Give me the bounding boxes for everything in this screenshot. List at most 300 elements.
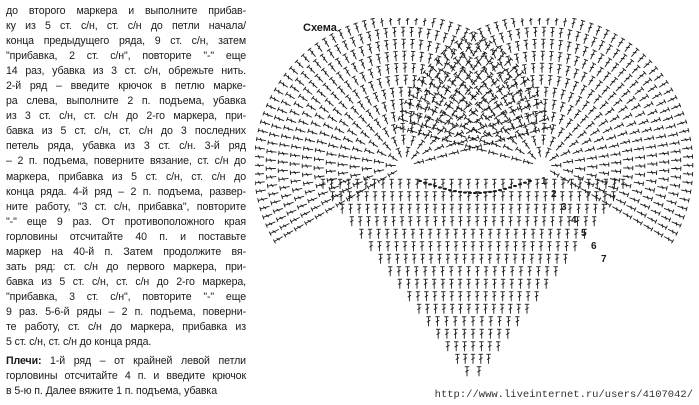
double-crochet-stitch xyxy=(385,76,391,86)
double-crochet-stitch xyxy=(551,100,557,110)
stitch-top-bar xyxy=(550,125,551,129)
double-crochet-stitch xyxy=(667,95,678,103)
stitch-top-bar xyxy=(291,179,292,183)
double-crochet-stitch xyxy=(274,88,285,97)
double-crochet-stitch xyxy=(284,200,294,207)
double-crochet-stitch xyxy=(622,74,632,84)
double-crochet-stitch xyxy=(471,354,475,364)
stitch-top-bar xyxy=(388,153,391,157)
double-crochet-stitch xyxy=(538,116,548,123)
double-crochet-stitch xyxy=(410,39,415,49)
double-crochet-stitch xyxy=(386,242,390,252)
double-crochet-stitch xyxy=(467,279,471,289)
double-crochet-stitch xyxy=(315,74,325,84)
stitch-top-bar xyxy=(655,179,656,183)
double-crochet-stitch xyxy=(398,179,402,189)
double-crochet-stitch xyxy=(368,81,376,92)
double-crochet-stitch xyxy=(484,279,488,289)
stitch-top-bar xyxy=(524,113,528,114)
double-crochet-stitch xyxy=(644,186,654,192)
double-crochet-stitch xyxy=(362,166,372,171)
double-crochet-stitch xyxy=(423,279,427,289)
double-crochet-stitch xyxy=(303,146,313,152)
double-crochet-stitch xyxy=(524,40,530,50)
stitch-top-bar xyxy=(666,186,667,190)
double-crochet-stitch xyxy=(272,123,282,130)
double-crochet-stitch xyxy=(658,151,668,156)
stitch-cross xyxy=(606,129,609,133)
double-crochet-stitch xyxy=(338,170,348,175)
stitch-top-bar xyxy=(489,41,493,44)
double-crochet-stitch xyxy=(550,217,554,227)
double-crochet-stitch xyxy=(471,254,475,264)
double-crochet-stitch xyxy=(676,120,686,127)
double-crochet-stitch xyxy=(674,111,685,118)
double-crochet-stitch xyxy=(383,28,389,38)
stitch-top-bar xyxy=(688,198,689,202)
stitch-top-bar xyxy=(383,28,387,29)
double-crochet-stitch xyxy=(515,123,526,130)
stitch-top-bar xyxy=(537,147,541,148)
double-crochet-stitch xyxy=(471,242,475,252)
double-crochet-stitch xyxy=(357,101,366,111)
double-crochet-stitch xyxy=(512,79,519,89)
double-crochet-stitch xyxy=(366,31,373,41)
double-crochet-stitch xyxy=(403,75,407,85)
double-crochet-stitch xyxy=(382,204,386,214)
stitch-top-bar xyxy=(282,195,283,199)
double-crochet-stitch xyxy=(266,220,277,228)
stitch-cross xyxy=(428,91,431,95)
stitch-cross xyxy=(647,104,650,108)
double-crochet-stitch xyxy=(514,54,520,64)
double-crochet-stitch xyxy=(658,176,668,181)
double-crochet-stitch xyxy=(597,119,607,128)
stitch-top-bar xyxy=(568,30,572,31)
double-crochet-stitch xyxy=(526,292,530,302)
double-crochet-stitch xyxy=(399,192,403,202)
double-crochet-stitch xyxy=(413,159,423,166)
double-crochet-stitch xyxy=(503,144,514,152)
double-crochet-stitch xyxy=(655,134,665,141)
stitch-top-bar xyxy=(327,151,328,155)
double-crochet-stitch xyxy=(486,354,490,364)
double-crochet-stitch xyxy=(549,51,554,61)
double-crochet-stitch xyxy=(440,267,444,277)
double-crochet-stitch xyxy=(594,81,603,91)
double-crochet-stitch xyxy=(369,242,373,252)
stitch-top-bar xyxy=(654,85,657,89)
stitch-top-bar xyxy=(435,120,439,123)
double-crochet-stitch xyxy=(542,217,546,227)
double-crochet-stitch xyxy=(630,103,640,112)
stitch-cross xyxy=(331,117,334,121)
stitch-cross xyxy=(328,207,331,211)
double-crochet-stitch xyxy=(334,44,343,55)
double-crochet-stitch xyxy=(378,254,382,264)
double-crochet-stitch xyxy=(370,18,376,28)
double-crochet-stitch xyxy=(579,72,587,83)
double-crochet-stitch xyxy=(683,163,693,167)
double-crochet-stitch xyxy=(531,229,535,239)
double-crochet-stitch xyxy=(565,42,571,52)
double-crochet-stitch xyxy=(467,304,471,314)
double-crochet-stitch xyxy=(399,204,403,214)
double-crochet-stitch xyxy=(417,217,421,227)
double-crochet-stitch xyxy=(358,34,365,45)
double-crochet-stitch xyxy=(629,196,640,203)
stitch-top-bar xyxy=(552,100,556,101)
double-crochet-stitch xyxy=(546,254,550,264)
stitch-cross xyxy=(337,48,341,51)
stitch-cross xyxy=(437,146,440,150)
double-crochet-stitch xyxy=(454,229,458,239)
double-crochet-stitch xyxy=(484,72,494,82)
shoulders-heading: Плечи: xyxy=(6,355,42,368)
double-crochet-stitch xyxy=(359,115,369,125)
stitch-top-bar xyxy=(581,20,585,21)
stitch-top-bar xyxy=(384,40,388,41)
double-crochet-stitch xyxy=(528,267,532,277)
stitch-top-bar xyxy=(502,19,506,20)
double-crochet-stitch xyxy=(307,103,317,112)
double-crochet-stitch xyxy=(611,169,621,174)
double-crochet-stitch xyxy=(424,179,428,189)
double-crochet-stitch xyxy=(454,254,458,264)
stitch-top-bar xyxy=(527,77,530,81)
stitch-top-bar xyxy=(357,101,361,104)
double-crochet-stitch xyxy=(307,65,317,75)
stitch-top-bar xyxy=(428,41,432,42)
double-crochet-stitch xyxy=(663,206,674,213)
double-crochet-stitch xyxy=(449,179,453,189)
double-crochet-stitch xyxy=(351,172,361,178)
stitch-cross xyxy=(630,123,633,127)
double-crochet-stitch xyxy=(580,59,588,70)
stitch-top-bar xyxy=(340,145,341,149)
double-crochet-stitch xyxy=(548,137,556,148)
double-crochet-stitch xyxy=(269,227,280,235)
stitch-top-bar xyxy=(515,147,517,151)
stitch-top-bar xyxy=(686,207,687,211)
double-crochet-stitch xyxy=(523,52,529,62)
double-crochet-stitch xyxy=(642,194,652,201)
double-crochet-stitch xyxy=(462,254,466,264)
double-crochet-stitch xyxy=(399,99,404,109)
stitch-stem xyxy=(556,18,557,25)
double-crochet-stitch xyxy=(383,142,393,152)
double-crochet-stitch xyxy=(311,96,321,105)
double-crochet-stitch xyxy=(457,105,467,114)
double-crochet-stitch xyxy=(421,123,432,130)
double-crochet-stitch xyxy=(514,229,518,239)
double-crochet-stitch xyxy=(277,107,288,115)
stitch-stem xyxy=(522,18,523,26)
double-crochet-stitch xyxy=(589,50,597,61)
stitch-cross xyxy=(615,207,618,211)
stitch-top-bar xyxy=(363,176,364,180)
stitch-top-bar xyxy=(690,190,691,194)
stitch-top-bar xyxy=(690,137,691,141)
double-crochet-stitch xyxy=(598,153,608,159)
double-crochet-stitch xyxy=(396,125,406,132)
double-crochet-stitch xyxy=(671,174,681,179)
double-crochet-stitch xyxy=(315,148,325,154)
double-crochet-stitch xyxy=(359,59,367,70)
double-crochet-stitch xyxy=(347,192,351,202)
double-crochet-stitch xyxy=(592,217,596,227)
double-crochet-stitch xyxy=(657,142,667,148)
double-crochet-stitch xyxy=(492,279,496,289)
double-crochet-stitch xyxy=(667,132,677,138)
row-number-group xyxy=(541,176,607,265)
double-crochet-stitch xyxy=(497,229,501,239)
double-crochet-stitch xyxy=(623,166,633,171)
double-crochet-stitch xyxy=(528,18,533,25)
double-crochet-stitch xyxy=(401,27,406,37)
stitch-top-bar xyxy=(653,135,654,139)
double-crochet-stitch xyxy=(491,62,501,72)
double-crochet-stitch xyxy=(515,147,525,156)
chain-stitch xyxy=(488,191,492,193)
double-crochet-stitch xyxy=(441,279,445,289)
double-crochet-stitch xyxy=(255,146,265,152)
double-crochet-stitch xyxy=(635,172,645,177)
stitch-top-bar xyxy=(508,120,512,123)
double-crochet-stitch xyxy=(346,193,357,202)
double-crochet-stitch xyxy=(682,146,692,152)
double-crochet-stitch xyxy=(558,102,565,113)
double-crochet-stitch xyxy=(462,229,466,239)
double-crochet-stitch xyxy=(429,254,433,264)
stitch-cross xyxy=(532,94,535,98)
double-crochet-stitch xyxy=(517,204,521,214)
double-crochet-stitch xyxy=(593,136,604,144)
double-crochet-stitch xyxy=(325,98,335,108)
double-crochet-stitch xyxy=(433,292,437,302)
double-crochet-stitch xyxy=(530,254,534,264)
chain-stitch xyxy=(463,191,467,193)
double-crochet-stitch xyxy=(549,39,554,49)
instruction-line: 2-й ряд – введите крючок в петлю марке- xyxy=(6,80,246,93)
stitch-cross xyxy=(464,39,468,42)
double-crochet-stitch xyxy=(284,229,295,238)
double-crochet-stitch xyxy=(328,63,337,73)
stitch-cross xyxy=(479,39,483,42)
shoulders-line: горловины отсчитайте 4 п. и введите крючок xyxy=(6,370,246,383)
double-crochet-stitch xyxy=(609,115,619,124)
double-crochet-stitch xyxy=(433,144,444,152)
double-crochet-stitch xyxy=(454,242,458,252)
double-crochet-stitch xyxy=(353,121,363,131)
double-crochet-stitch xyxy=(582,34,589,45)
double-crochet-stitch xyxy=(602,126,613,134)
double-crochet-stitch xyxy=(595,67,604,77)
stitch-top-bar xyxy=(442,137,443,141)
stitch-top-bar xyxy=(437,56,441,57)
double-crochet-stitch xyxy=(568,140,578,149)
stitch-top-bar xyxy=(434,156,435,160)
stitch-top-bar xyxy=(605,145,606,149)
stitch-cross xyxy=(581,88,585,91)
stitch-cross xyxy=(604,33,608,36)
double-crochet-stitch xyxy=(365,96,374,107)
double-crochet-stitch xyxy=(436,329,440,339)
double-crochet-stitch xyxy=(548,63,553,73)
double-crochet-stitch xyxy=(471,342,475,352)
stitch-top-bar xyxy=(643,182,644,186)
stitch-top-bar xyxy=(258,198,259,202)
double-crochet-stitch xyxy=(379,18,385,27)
stitch-top-bar xyxy=(269,193,270,197)
crochet-heart-diagram xyxy=(255,18,695,402)
stitch-top-bar xyxy=(615,63,619,66)
double-crochet-stitch xyxy=(517,304,521,314)
stitch-top-bar xyxy=(420,52,424,53)
double-crochet-stitch xyxy=(492,292,496,302)
stitch-top-bar xyxy=(427,29,431,30)
double-crochet-stitch xyxy=(400,217,404,227)
double-crochet-stitch xyxy=(279,151,289,156)
double-crochet-stitch xyxy=(375,133,385,143)
double-crochet-stitch xyxy=(418,77,428,86)
stitch-top-bar xyxy=(366,31,370,32)
double-crochet-stitch xyxy=(422,18,428,26)
double-crochet-stitch xyxy=(562,18,568,27)
double-crochet-stitch xyxy=(417,304,421,314)
double-crochet-stitch xyxy=(655,99,666,107)
double-crochet-stitch xyxy=(467,217,471,227)
stitch-top-bar xyxy=(617,143,618,147)
stitch-cross xyxy=(325,200,328,204)
double-crochet-stitch xyxy=(266,103,277,111)
double-crochet-stitch xyxy=(425,217,429,227)
stitch-top-bar xyxy=(366,109,370,111)
double-crochet-stitch xyxy=(642,223,653,232)
double-crochet-stitch xyxy=(409,123,415,133)
double-crochet-stitch xyxy=(552,179,556,189)
double-crochet-stitch xyxy=(376,229,380,239)
stitch-top-bar xyxy=(362,157,363,161)
double-crochet-stitch xyxy=(394,75,399,85)
double-crochet-stitch xyxy=(398,116,408,123)
stitch-top-bar xyxy=(327,49,331,51)
double-crochet-stitch xyxy=(352,146,363,153)
double-crochet-stitch xyxy=(523,159,533,166)
double-crochet-stitch xyxy=(525,100,531,110)
stitch-top-bar xyxy=(641,137,642,141)
double-crochet-stitch xyxy=(426,54,432,64)
double-crochet-stitch xyxy=(411,242,415,252)
double-crochet-stitch xyxy=(572,109,581,119)
double-crochet-stitch xyxy=(449,279,453,289)
double-crochet-stitch xyxy=(338,179,342,189)
stitch-top-bar xyxy=(328,143,329,147)
double-crochet-stitch xyxy=(659,168,669,173)
stitch-top-bar xyxy=(641,191,642,195)
stitch-cross xyxy=(491,79,495,82)
double-crochet-stitch xyxy=(385,64,391,74)
double-crochet-stitch xyxy=(335,58,344,68)
stitch-top-bar xyxy=(515,134,516,138)
stitch-top-bar xyxy=(499,33,503,34)
stitch-cross xyxy=(449,143,452,147)
stitch-top-bar xyxy=(646,94,648,98)
stitch-top-bar xyxy=(412,136,416,137)
double-crochet-stitch xyxy=(551,88,557,98)
stitch-cross xyxy=(419,106,422,110)
stitch-cross xyxy=(576,99,580,102)
double-crochet-stitch xyxy=(671,220,682,228)
double-crochet-stitch xyxy=(450,304,454,314)
stitch-top-bar xyxy=(279,80,281,84)
double-crochet-stitch xyxy=(303,87,313,96)
stitch-top-bar xyxy=(336,72,340,75)
instruction-line: 9 раз. 5-6-й ряды – 2 п. подъема, поверни- xyxy=(6,305,246,318)
double-crochet-stitch xyxy=(633,180,643,186)
stitch-top-bar xyxy=(303,182,304,186)
stitch-cross xyxy=(638,113,641,117)
stitch-top-bar xyxy=(666,80,668,84)
stitch-cross xyxy=(484,69,488,72)
double-crochet-stitch xyxy=(280,221,291,229)
stitch-top-bar xyxy=(370,18,374,19)
stitch-cross xyxy=(617,124,620,128)
double-crochet-stitch xyxy=(424,204,428,214)
double-crochet-stitch xyxy=(635,164,645,168)
double-crochet-stitch xyxy=(255,154,264,159)
stitch-top-bar xyxy=(678,140,679,144)
double-crochet-stitch xyxy=(469,92,479,102)
double-crochet-stitch xyxy=(447,46,456,56)
double-crochet-stitch xyxy=(290,215,301,223)
instruction-line: ку из 5 ст. с/н, ст. с/н до петли начала/ xyxy=(6,20,246,33)
double-crochet-stitch xyxy=(437,254,441,264)
stitch-top-bar xyxy=(298,94,300,98)
double-crochet-stitch xyxy=(525,304,529,314)
double-crochet-stitch xyxy=(314,157,324,162)
double-crochet-stitch xyxy=(507,31,514,41)
double-crochet-stitch xyxy=(485,25,493,36)
stitch-top-bar xyxy=(576,140,579,144)
stitch-cross xyxy=(455,115,458,119)
double-crochet-stitch xyxy=(340,204,344,214)
stitch-top-bar xyxy=(465,143,466,147)
stitch-cross xyxy=(318,213,321,217)
double-crochet-stitch xyxy=(403,63,407,73)
stitch-top-bar xyxy=(515,130,519,133)
double-crochet-stitch xyxy=(572,69,579,80)
stitch-top-bar xyxy=(552,124,556,125)
double-crochet-stitch xyxy=(339,101,349,111)
double-crochet-stitch xyxy=(622,174,632,180)
double-crochet-stitch xyxy=(308,48,317,58)
double-crochet-stitch xyxy=(508,304,512,314)
double-crochet-stitch xyxy=(683,171,693,176)
double-crochet-stitch xyxy=(500,153,510,160)
double-crochet-stitch xyxy=(420,254,424,264)
stitch-top-bar xyxy=(617,187,618,191)
double-crochet-stitch xyxy=(526,204,530,214)
stitch-cross xyxy=(310,106,313,110)
stitch-top-bar xyxy=(374,169,375,173)
double-crochet-stitch xyxy=(416,140,425,150)
double-crochet-stitch xyxy=(602,29,610,40)
double-crochet-stitch xyxy=(475,217,479,227)
stitch-top-bar xyxy=(375,30,379,31)
double-crochet-stitch xyxy=(614,83,624,93)
double-crochet-stitch xyxy=(401,135,406,145)
